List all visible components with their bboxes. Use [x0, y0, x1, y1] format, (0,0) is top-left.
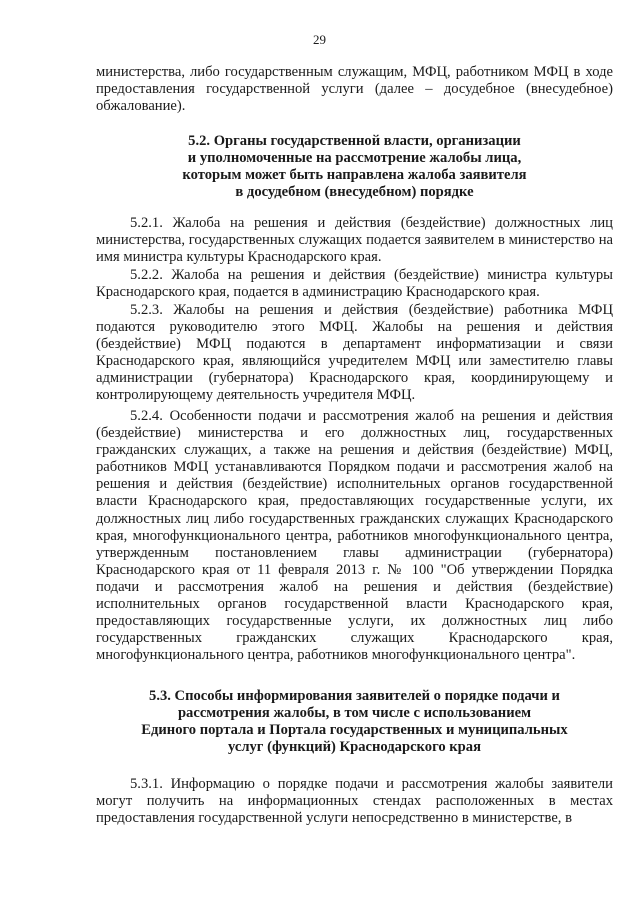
section-5-2-heading-line: которым может быть направлена жалоба заявителя [182, 167, 527, 184]
section-5-2-heading-line: в досудебном (внесудебном) порядке [235, 184, 474, 201]
page-number: 29 [313, 32, 326, 47]
paragraph-5-2-3: 5.2.3. Жалобы на решения и действия (бездействие) работника МФЦ подаются руководителю этого МФЦ. Жалобы на решения и действия (бездействие) МФЦ подаются в департамент информатизации и связи Краснодарского края, являющийся учредителем МФЦ или заместителю главы администрации (губернатора) Краснодарского края, координирующему и контролирующему деятельность учредителя МФЦ. [96, 302, 613, 404]
section-5-3-heading-line: 5.3. Способы информирования заявителей о порядке подачи и [149, 688, 560, 704]
section-5-2-heading [96, 133, 613, 201]
paragraph-5-2-4: 5.2.4. Особенности подачи и рассмотрения жалоб на решения и действия (бездействие) министерства и его должностных лиц, государственных гражданских служащих, а также на решения и действия (бездействие) МФЦ, работников МФЦ устанавливаются Порядком подачи и рассмотрения жалоб на решения и действия (бездействие) исполнительных органов государственной власти Краснодарского края, предоставляющих государственные услуги, их должностных лиц либо государственных гражданских служащих Краснодарского края, многофункционального центра, работников многофункционального центра, утвержденным постановлением главы администрации (губернатора) Краснодарского края от 11 февраля 2013 г. № 100 "Об утверждении Порядка подачи и рассмотрения жалоб на решения и действия (бездействие) исполнительных органов государственной власти Краснодарского края, предоставляющих государственные услуги, их должностных лиц либо государственных гражданских служащих Краснодарского края, многофункционального центра, работников многофункционального центра". [96, 408, 613, 664]
section-5-3-heading-line: рассмотрения жалобы, в том числе с использованием [177, 705, 532, 722]
section-5-3-heading-line: Единого портала и Портала государственных и муниципальных [141, 722, 568, 739]
section-5-3-heading-line: услуг (функций) Краснодарского края [228, 739, 481, 756]
paragraph-5-3-1: 5.3.1. Информацию о порядке подачи и рассмотрения жалобы заявители могут получить на информационных стендах расположенных в местах предоставления государственной услуги непосредственно в министерстве, в [96, 776, 613, 827]
section-5-3-heading [96, 688, 613, 756]
paragraph-5-2-1: 5.2.1. Жалоба на решения и действия (бездействие) должностных лиц министерства, государственных служащих подается заявителем в министерство на имя министра культуры Краснодарского края. [96, 215, 613, 266]
intro-paragraph: министерства, либо государственным служащим, МФЦ, работником МФЦ в ходе предоставления государственной услуги (далее – досудебное (внесудебное) обжалование). [96, 64, 613, 115]
section-5-2-heading-line: 5.2. Органы государственной власти, организации [188, 133, 521, 149]
paragraph-5-2-2: 5.2.2. Жалоба на решения и действия (бездействие) министра культуры Краснодарского края, подается в администрацию Краснодарского края. [96, 267, 613, 301]
section-5-2-heading-line: и уполномоченные на рассмотрение жалобы лица, [187, 150, 522, 167]
